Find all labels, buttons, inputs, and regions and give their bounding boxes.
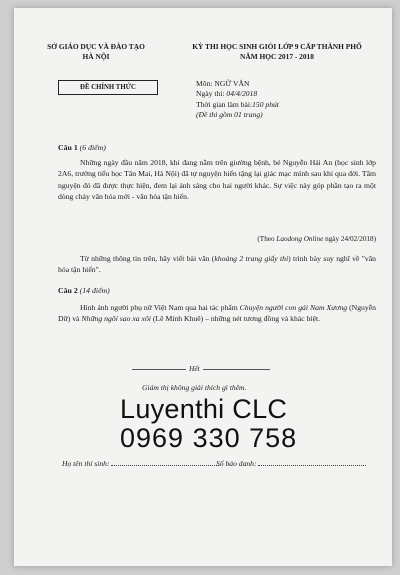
length-hint: khoảng 2 trang giấy thi — [214, 254, 289, 263]
source-name: Laodong Online — [276, 235, 324, 243]
exam-title: KỲ THI HỌC SINH GIỎI LỚP 9 CẤP THÀNH PHỐ — [192, 42, 362, 51]
date-value: 04/4/2018 — [226, 89, 258, 99]
candidate-number-field — [216, 458, 366, 468]
time-line — [196, 100, 279, 110]
exam-header — [168, 42, 386, 62]
pages-note: (Đề thi gồm 01 trang) — [196, 110, 263, 120]
proctor-note: Giám thị không giải thích gì thêm. — [142, 383, 247, 392]
department-header — [36, 42, 156, 62]
date-label: Ngày thi: — [196, 89, 225, 99]
subject-line — [196, 79, 279, 89]
time-label: Thời gian làm bài: — [196, 99, 253, 109]
school-year: NĂM HỌC 2017 - 2018 — [240, 52, 314, 61]
question-2-title: Câu 2 (14 điểm) — [58, 286, 110, 295]
candidate-number-label: Số báo danh: — [216, 459, 257, 468]
question-2-prompt: Hình ảnh người phụ nữ Việt Nam qua hai tác phẩm Chuyện người con gái Nam Xương (Nguyễn Dữ) và Những ngôi sao xa xôi (Lê Minh Khuê) – những nét tương đồng và khác biệt. — [58, 303, 376, 324]
candidate-name-label: Họ tên thí sinh: — [62, 459, 110, 468]
city-name: HÀ NỘI — [82, 52, 110, 61]
end-mark: Hết — [186, 363, 203, 374]
date-line — [196, 89, 279, 99]
question-2-points: (14 điểm) — [79, 286, 110, 295]
watermark-name: Luyenthi CLC — [120, 394, 288, 424]
time-value: 150 phút — [252, 99, 279, 109]
exam-meta — [196, 79, 279, 121]
official-label: ĐỀ CHÍNH THỨC — [58, 80, 158, 95]
subject-value: NGỮ VĂN — [214, 79, 250, 88]
work-2-title: Những ngôi sao xa xôi — [81, 314, 151, 324]
candidate-number-line — [258, 458, 366, 466]
candidate-name-field — [62, 458, 219, 468]
question-1-prompt: Từ những thông tin trên, hãy viết bài văn (khoảng 2 trang giấy thi) trình bày suy nghĩ về "văn hóa tận hiến". — [58, 254, 376, 275]
watermark-phone: 0969 330 758 — [120, 423, 298, 453]
question-1-title: Câu 1 (6 điểm) — [58, 143, 106, 152]
work-1-title: Chuyện người con gái Nam Xương — [239, 303, 348, 312]
department-name: SỞ GIÁO DỤC VÀ ĐÀO TẠO — [47, 42, 145, 51]
question-1-points: (6 điểm) — [79, 143, 106, 152]
candidate-name-line — [111, 458, 219, 466]
passage-source: (Theo Laodong Online ngày 24/02/2018) — [257, 235, 376, 243]
question-1-passage: Những ngày đầu năm 2018, khi đang nằm trên giường bệnh, bé Nguyễn Hải An (học sinh lớp 2A6, trường tiểu học Tân Mai, Hà Nội) đã tự nguyện hiến tặng lại giác mạc mình sau khi qua đời. Tâm nguyện đó đã được thực hiện, đem lại ánh sáng cho hai người khác. Sự việc này góp phần tạo ra một dòng chảy văn hóa mới - văn hóa tận hiến. — [58, 158, 376, 201]
subject-label: Môn: — [196, 79, 213, 88]
